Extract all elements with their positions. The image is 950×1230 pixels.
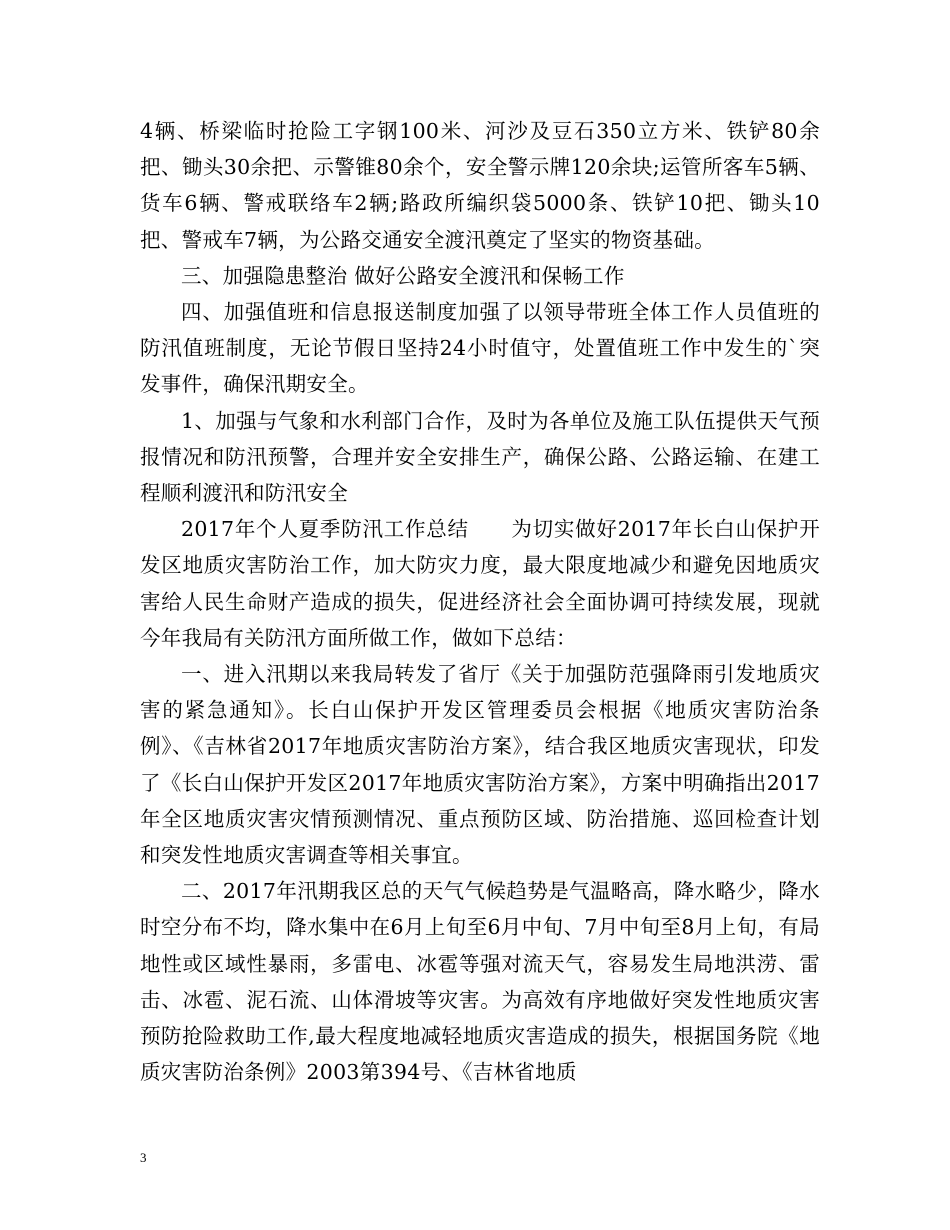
paragraph-point-one: 一、进入汛期以来我局转发了省厅《关于加强防范强降雨引发地质灾害的紧急通知》。长白山保护开发区管理委员会根据《地质灾害防治条例》、《吉林省2017年地质灾害防治方案》，结合我区地质灾害现状，印发了《长白山保护开发区2017年地质灾害防治方案》，方案中明确指出2017年全区地质灾害灾情预测情况、重点预防区域、防治措施、巡回检查计划和突发性地质灾害调查等相关事宜。 [140, 662, 820, 868]
paragraph-summary-intro: 2017年个人夏季防汛工作总结 为切实做好2017年长白山保护开发区地质灾害防治工作，加大防灾力度，最大限度地减少和避免因地质灾害给人民生命财产造成的损失，促进经济社会全面协调可持续发展，现就今年我局有关防汛方面所做工作，做如下总结： [140, 517, 820, 650]
paragraph-continuation: 4辆、桥梁临时抢险工字钢100米、河沙及豆石350立方米、铁铲80余把、锄头30余把、示警锥80余个，安全警示牌120余块;运管所客车5辆、货车6辆、警戒联络车2辆;路政所编织袋5000条、铁铲10把、锄头10把、警戒车7辆，为公路交通安全渡汛奠定了坚实的物资基础。 [140, 119, 820, 252]
page-number: 3 [140, 1150, 147, 1165]
paragraph-section-three-heading: 三、加强隐患整治 做好公路安全渡汛和保畅工作 [181, 263, 625, 288]
paragraph-item-one: 1、加强与气象和水利部门合作，及时为各单位及施工队伍提供天气预报情况和防汛预警，合理并安全安排生产，确保公路、公路运输、在建工程顺利渡汛和防汛安全 [140, 408, 820, 506]
paragraph-point-two: 二、2017年汛期我区总的天气气候趋势是气温略高，降水略少，降水时空分布不均，降水集中在6月上旬至6月中旬、7月中旬至8月上旬，有局地性或区域性暴雨，多雷电、冰雹等强对流天气，容易发生局地洪涝、雷击、冰雹、泥石流、山体滑坡等灾害。为高效有序地做好突发性地质灾害预防抢险救助工作,最大程度地减轻地质灾害造成的损失，根据国务院《地质灾害防治条例》2003第394号、《吉林省地质 [140, 879, 820, 1085]
document-body [140, 113, 820, 1090]
paragraph-section-four: 四、加强值班和信息报送制度加强了以领导带班全体工作人员值班的防汛值班制度，无论节假日坚持24小时值守，处置值班工作中发生的`突发事件，确保汛期安全。 [140, 300, 820, 397]
